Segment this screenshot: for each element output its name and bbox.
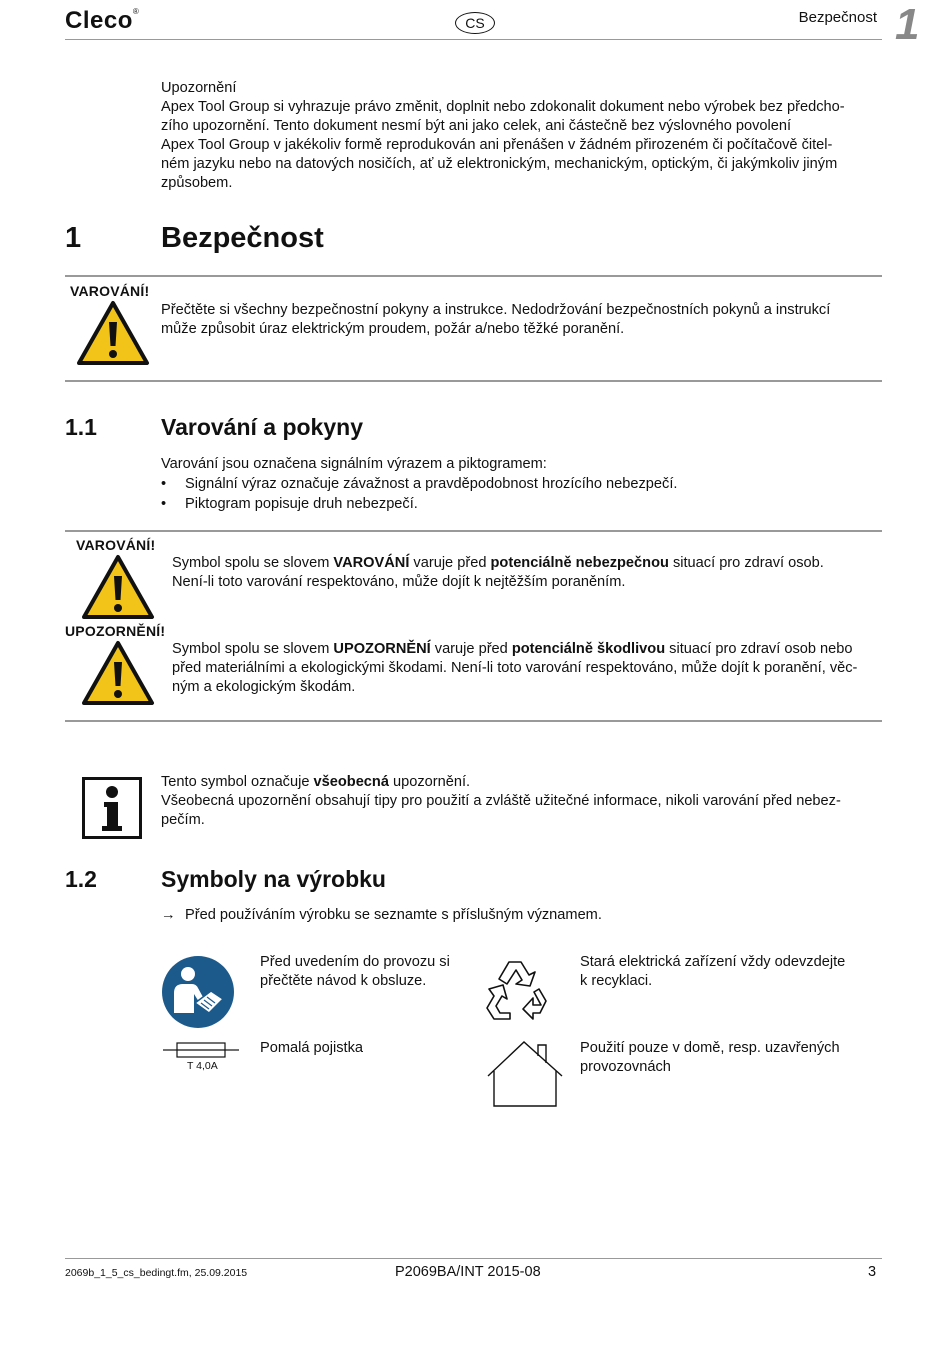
- upozorneni-label: UPOZORNĚNÍ!: [65, 623, 166, 639]
- chapter-number: 1: [895, 0, 920, 49]
- emphasis: všeobecná: [313, 774, 389, 790]
- text-span: varuje před: [430, 641, 512, 657]
- section-number: 1: [65, 222, 82, 254]
- symbol-line: k recyklaci.: [580, 973, 653, 989]
- text-span: situací pro zdraví osob.: [668, 555, 824, 571]
- signal-word: UPOZORNĚNÍ: [333, 641, 431, 657]
- fuse-rating: T 4,0A: [187, 1060, 218, 1072]
- footer-doc: P2069BA/INT 2015-08: [395, 1264, 541, 1280]
- upozorneni-line: [172, 640, 884, 659]
- warning-triangle-icon: [81, 554, 155, 620]
- symbol-description: [260, 953, 475, 991]
- info-line: pečím.: [161, 812, 205, 828]
- varovani-label: VAROVÁNÍ!: [76, 537, 156, 553]
- text-span: Symbol spolu se slovem: [172, 555, 334, 571]
- text-span: upozornění.: [388, 774, 471, 790]
- emphasis: potenciálně škodlivou: [511, 641, 666, 657]
- bullet-icon: •: [161, 496, 167, 512]
- list-item: [161, 495, 881, 514]
- warning-top-rule: [65, 275, 882, 277]
- footer-file: 2069b_1_5_cs_bedingt.fm, 25.09.2015: [65, 1267, 248, 1279]
- list-item: [161, 475, 881, 494]
- symbol-line: Před uvedením do provozu si: [260, 954, 450, 970]
- warning-label: VAROVÁNÍ!: [70, 283, 150, 299]
- subsection-title: Varování a pokyny: [161, 414, 363, 440]
- warnings-top-rule: [65, 530, 882, 532]
- warning-triangle-icon: [76, 300, 150, 366]
- intro-text: Varování jsou označena signálním výrazem a piktogramem:: [161, 456, 547, 472]
- page-number: 3: [868, 1264, 877, 1280]
- emphasis: potenciálně nebezpečnou: [490, 555, 669, 571]
- header-rule: [65, 39, 882, 40]
- notice-block: [161, 79, 881, 193]
- bullet-text: Signální výraz označuje závažnost a pravděpodobnost hrozícího nebezpečí.: [185, 476, 678, 492]
- footer-rule: [65, 1258, 882, 1259]
- warnings-bottom-rule: [65, 720, 882, 722]
- text-span: Tento symbol označuje: [161, 774, 314, 790]
- symbol-line: Pomalá pojistka: [260, 1040, 364, 1056]
- caution-triangle-icon: [81, 640, 155, 706]
- warning-bottom-rule: [65, 380, 882, 382]
- cleco-logo: Cleco®: [65, 7, 140, 34]
- text-span: varuje před: [409, 555, 491, 571]
- warning-line: Přečtěte si všechny bezpečnostní pokyny a instrukce. Nedodržování bezpečnostních pokynů a instrukcí: [161, 302, 831, 318]
- section-title: Bezpečnost: [161, 222, 324, 254]
- upozorneni-line: před materiálními a ekologickými škodami. Není-li toto varování respektováno, může dojít k poranění, věc-: [172, 660, 858, 676]
- notice-line: zího upozornění. Tento dokument nesmí být ani jako celek, ani částečně bez výslovného povolení: [161, 118, 792, 134]
- symbol-description: [580, 953, 880, 991]
- info-icon: [82, 777, 142, 839]
- subsection-title: Symboly na výrobku: [161, 866, 386, 892]
- logo-text: Cleco: [65, 7, 133, 34]
- symbol-description: [260, 1039, 475, 1058]
- notice-line: způsobem.: [161, 175, 233, 191]
- arrow-icon: →: [161, 907, 176, 923]
- fuse-icon: [163, 1040, 239, 1060]
- notice-title: Upozornění: [161, 80, 237, 96]
- info-line: [161, 773, 881, 792]
- varovani-line: Není-li toto varování respektováno, může dojít k nejtěžším poraněním.: [172, 574, 626, 590]
- symbol-line: přečtěte návod k obsluze.: [260, 973, 427, 989]
- bullet-text: Piktogram popisuje druh nebezpečí.: [185, 496, 418, 512]
- upozorneni-text: [172, 640, 884, 697]
- warning-text: [161, 301, 881, 339]
- instruction-row: [161, 906, 602, 925]
- symbol-line: Použití pouze v domě, resp. uzavřených: [580, 1040, 840, 1056]
- upozorneni-line: ným a ekologickým škodám.: [172, 679, 356, 695]
- signal-word: VAROVÁNÍ: [333, 555, 410, 571]
- info-line: Všeobecná upozornění obsahují tipy pro použití a zvláště užitečné informace, nikoli varování před nebez-: [161, 793, 841, 809]
- warning-line: může způsobit úraz elektrickým proudem, požár a/nebo těžké poranění.: [161, 321, 625, 337]
- house-icon: [486, 1040, 564, 1110]
- subsection-number: 1.1: [65, 414, 97, 440]
- bullet-icon: •: [161, 476, 167, 492]
- language-badge: [455, 12, 495, 34]
- varovani-text: [172, 554, 884, 592]
- text-span: situací pro zdraví osob nebo: [665, 641, 853, 657]
- text-span: Symbol spolu se slovem: [172, 641, 334, 657]
- varovani-line: [172, 554, 884, 573]
- symbol-line: provozovnách: [580, 1059, 671, 1075]
- notice-line: ném jazyku nebo na datových nosičích, ať už elektronickým, mechanickým, optickým, či jakýmkoliv jiným: [161, 156, 838, 172]
- symbol-line: Stará elektrická zařízení vždy odevzdejte: [580, 954, 846, 970]
- info-text: [161, 773, 881, 830]
- symbol-description: [580, 1039, 880, 1077]
- section-header: Bezpečnost: [798, 9, 877, 26]
- language-code: CS: [465, 15, 485, 31]
- instruction-text: Před používáním výrobku se seznamte s příslušným významem.: [185, 907, 602, 923]
- subsection-number: 1.2: [65, 866, 97, 892]
- notice-line: Apex Tool Group si vyhrazuje právo změnit, doplnit nebo zdokonalit dokument nebo výrobek bez předcho-: [161, 99, 845, 115]
- recycle-icon: [483, 956, 557, 1026]
- subsection-body: [161, 455, 881, 514]
- read-manual-icon: [161, 955, 235, 1029]
- notice-line: Apex Tool Group v jakékoliv formě reprodukován ani přenášen v žádném přirozeném či počítačově čitel-: [161, 137, 833, 153]
